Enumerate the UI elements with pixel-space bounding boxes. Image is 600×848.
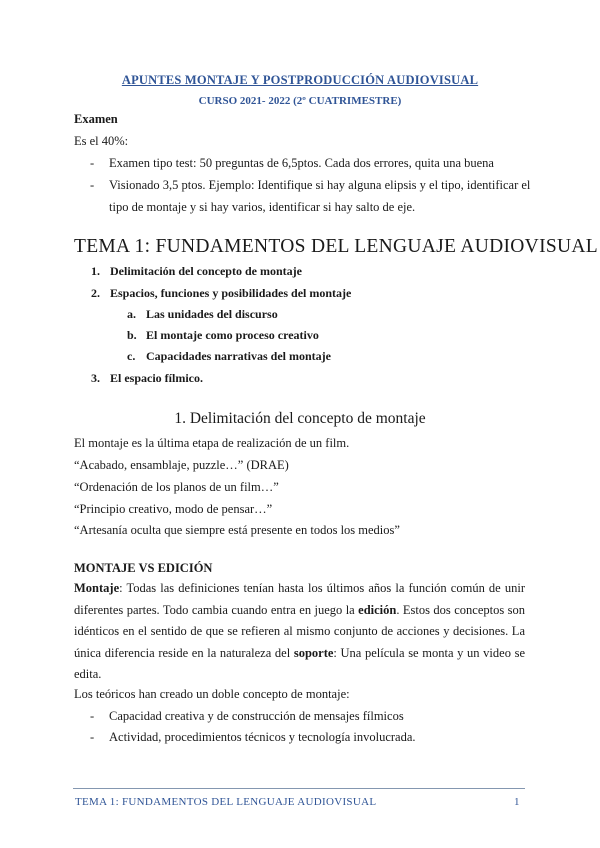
term-montaje: Montaje bbox=[74, 581, 120, 595]
subsection-heading: MONTAJE VS EDICIÓN bbox=[74, 561, 213, 575]
paragraph-text: . Estos dos conceptos son idénticos en el sentido de que se refieren al mismo conjunto de acciones y decisiones. La única diferencia reside en la naturaleza del bbox=[74, 602, 525, 660]
outline-subnumber: c. bbox=[127, 349, 136, 363]
list-item-text: Examen tipo test: 50 preguntas de 6,5ptos. Cada dos errores, quita una buena bbox=[109, 156, 494, 170]
paragraph-line: El montaje es la última etapa de realización de un film. bbox=[74, 436, 350, 450]
outline-item: Espacios, funciones y posibilidades del montaje bbox=[110, 286, 352, 300]
outline-item: El espacio fílmico. bbox=[110, 371, 203, 385]
outline-subitem: El montaje como proceso creativo bbox=[146, 328, 319, 342]
exam-intro: Es el 40%: bbox=[74, 134, 129, 148]
tema-title: TEMA 1: FUNDAMENTOS DEL LENGUAJE AUDIOVISUAL bbox=[74, 236, 598, 257]
quote-line: “Acabado, ensamblaje, puzzle…” (DRAE) bbox=[74, 458, 289, 472]
paragraph-text: : Una película se monta y un video se edita. bbox=[74, 645, 525, 681]
document-title: APUNTES MONTAJE Y POSTPRODUCCIÓN AUDIOVISUAL bbox=[121, 73, 479, 87]
outline-subnumber: b. bbox=[127, 328, 137, 342]
quote-line: “Ordenación de los planos de un film…” bbox=[74, 480, 279, 494]
page-number: 1 bbox=[514, 796, 520, 808]
list-item-text: Capacidad creativa y de construcción de mensajes fílmicos bbox=[109, 709, 404, 723]
outline-item: Delimitación del concepto de montaje bbox=[110, 264, 302, 278]
term-soporte: soporte bbox=[293, 645, 334, 660]
outline-number: 2. bbox=[91, 286, 100, 300]
exam-heading: Examen bbox=[74, 112, 118, 126]
list-item-text: Actividad, procedimientos técnicos y tecnología involucrada. bbox=[109, 730, 416, 744]
outline-number: 1. bbox=[91, 264, 100, 278]
dash-bullet-icon: - bbox=[90, 730, 95, 744]
paragraph bbox=[74, 578, 525, 686]
quote-line: “Artesanía oculta que siempre está presente en todos los medios” bbox=[74, 523, 400, 537]
term-edicion: edición bbox=[358, 602, 397, 617]
list-item-text: Visionado 3,5 ptos. Ejemplo: Identifique si hay alguna elipsis y el tipo, identificar el bbox=[109, 178, 531, 192]
footer-text: TEMA 1: FUNDAMENTOS DEL LENGUAJE AUDIOVISUAL bbox=[75, 796, 377, 808]
outline-subnumber: a. bbox=[127, 307, 136, 321]
outline-subitem: Capacidades narrativas del montaje bbox=[146, 349, 331, 363]
dash-bullet-icon: - bbox=[90, 178, 95, 192]
list-item-text: tipo de montaje y si hay varios, identificar si hay salto de eje. bbox=[109, 200, 416, 214]
quote-line: “Principio creativo, modo de pensar…” bbox=[74, 502, 273, 516]
dash-bullet-icon: - bbox=[90, 709, 95, 723]
footer-divider bbox=[73, 788, 525, 789]
paragraph-text: : Todas las definiciones tenían hasta los últimos años la función común de unir diferentes partes. Todo cambia cuando entra en juego la bbox=[74, 581, 525, 617]
dash-bullet-icon: - bbox=[90, 156, 95, 170]
document-subtitle: CURSO 2021- 2022 (2º CUATRIMESTRE) bbox=[198, 95, 402, 107]
section-heading: 1. Delimitación del concepto de montaje bbox=[174, 410, 426, 427]
paragraph-line: Los teóricos han creado un doble concepto de montaje: bbox=[74, 687, 350, 701]
outline-number: 3. bbox=[91, 371, 100, 385]
outline-subitem: Las unidades del discurso bbox=[146, 307, 278, 321]
